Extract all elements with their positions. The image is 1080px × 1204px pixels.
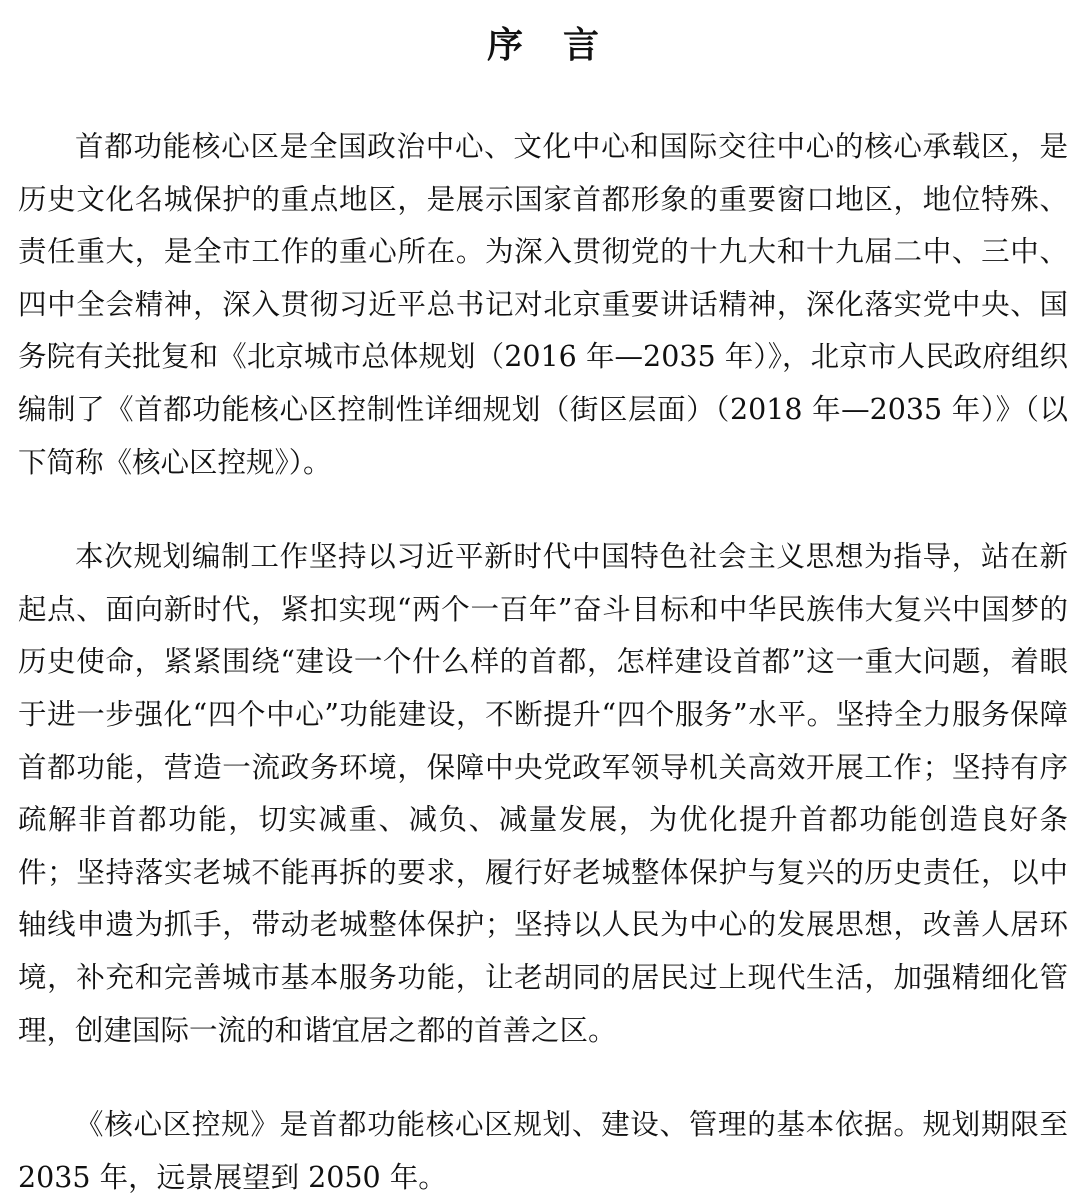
paragraph-2: 本次规划编制工作坚持以习近平新时代中国特色社会主义思想为指导，站在新起点、面向新时代，紧扣实现“两个一百年”奋斗目标和中华民族伟大复兴中国梦的历史使命，紧紧围绕“建设一个什么样的首都，怎样建设首都”这一重大问题，着眼于进一步强化“四个中心”功能建设，不断提升“四个服务”水平。坚持全力服务保障首都功能，营造一流政务环境，保障中央党政军领导机关高效开展工作；坚持有序疏解非首都功能，切实减重、减负、减量发展，为优化提升首都功能创造良好条件；坚持落实老城不能再拆的要求，履行好老城整体保护与复兴的历史责任，以中轴线申遗为抓手，带动老城整体保护；坚持以人民为中心的发展思想，改善人居环境，补充和完善城市基本服务功能，让老胡同的居民过上现代生活，加强精细化管理，创建国际一流的和谐宜居之都的首善之区。 — [18, 540, 1068, 1047]
paragraph-1: 首都功能核心区是全国政治中心、文化中心和国际交往中心的核心承载区，是历史文化名城保护的重点地区，是展示国家首都形象的重要窗口地区，地位特殊、责任重大，是全市工作的重心所在。为深入贯彻党的十九大和十九届二中、三中、四中全会精神，深入贯彻习近平总书记对北京重要讲话精神，深化落实党中央、国务院有关批复和《北京城市总体规划（2016 年—2035 年）》，北京市人民政府组织编制了《首都功能核心区控制性详细规划（街区层面）（2018 年—2035 年）》（以下简称《核心区控规》）。 — [18, 130, 1068, 479]
document-page — [18, 0, 1068, 1204]
page-title: 序言 — [486, 25, 639, 66]
paragraph-3: 《核心区控规》是首都功能核心区规划、建设、管理的基本依据。规划期限至 2035 年，远景展望到 2050 年。 — [18, 1108, 1068, 1194]
